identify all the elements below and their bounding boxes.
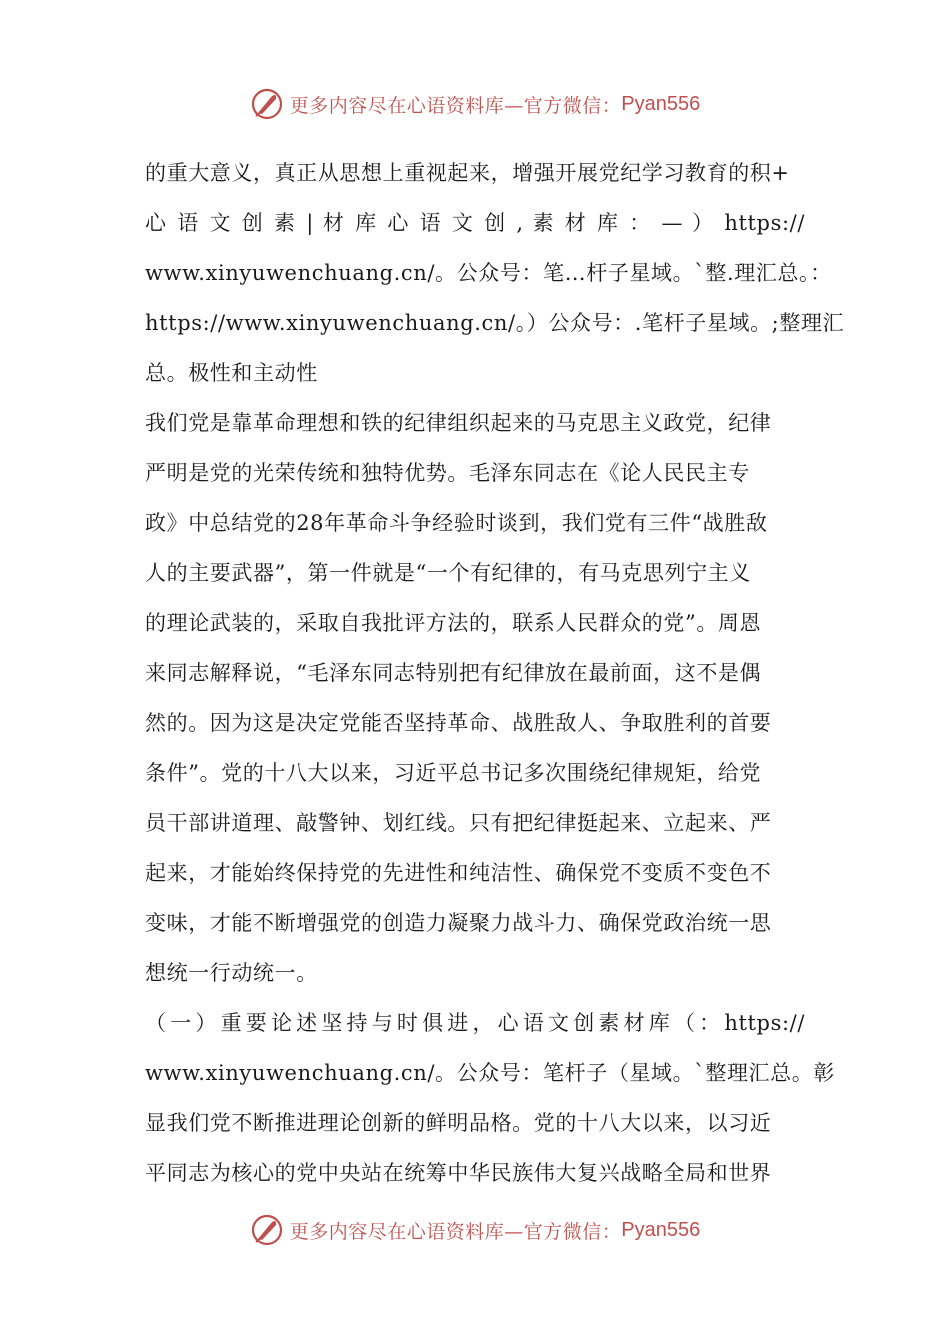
- text-line: 变味，才能不断增强党的创造力凝聚力战斗力、确保党政治统一思: [145, 911, 772, 935]
- text-line: www.xinyuwenchuang.cn/。公众号：笔杆子（星域。`整理汇总。彰: [145, 1061, 835, 1085]
- document-body: [145, 148, 845, 1198]
- text-line: 心 语 文 创 素 | 材 库 心 语 文 创 , 素 材 库 ： — ） https://: [145, 211, 805, 235]
- header-banner-text: 更多内容尽在心语资料库—官方微信：: [289, 94, 622, 117]
- text-line: 员干部讲道理、敲警钟、划红线。只有把纪律挺起来、立起来、严: [145, 811, 772, 835]
- text-line: 总。极性和主动性: [145, 361, 318, 385]
- text-line: www.xinyuwenchuang.cn/。公众号：笔…杆子星域。`整.理汇总。：: [145, 261, 832, 285]
- text-line: 严明是党的光荣传统和独特优势。毛泽东同志在《论人民民主专: [145, 461, 750, 485]
- text-line: 起来，才能始终保持党的先进性和纯洁性、确保党不变质不变色不: [145, 861, 772, 885]
- text-line: （一）重要论述坚持与时俱进，心语文创素材库（：https://: [145, 1011, 805, 1035]
- quill-logo-icon: [250, 1213, 284, 1247]
- text-line: 显我们党不断推进理论创新的鲜明品格。党的十八大以来，以习近: [145, 1111, 772, 1135]
- footer-banner-handle: Pyan556: [621, 1218, 701, 1241]
- text-line: 的重大意义，真正从思想上重视起来，增强开展党纪学习教育的积+: [145, 161, 790, 185]
- text-line: 然的。因为这是决定党能否坚持革命、战胜敌人、争取胜利的首要: [145, 711, 772, 735]
- text-line: 想统一行动统一。: [145, 961, 318, 985]
- text-line: 条件”。党的十八大以来，习近平总书记多次围绕纪律规矩，给党: [145, 761, 762, 785]
- text-line: https://www.xinyuwenchuang.cn/。）公众号：.笔杆子星域。;整理汇: [145, 311, 845, 335]
- text-line: 来同志解释说，“毛泽东同志特别把有纪律放在最前面，这不是偶: [145, 661, 762, 685]
- quill-logo-icon: [250, 87, 284, 121]
- text-line: 我们党是靠革命理想和铁的纪律组织起来的马克思主义政党，纪律: [145, 411, 772, 435]
- text-line: 的理论武装的，采取自我批评方法的，联系人民群众的党”。周恩: [145, 611, 762, 635]
- header-banner-handle: Pyan556: [621, 92, 701, 115]
- footer-banner: [0, 1210, 950, 1250]
- text-line: 人的主要武器”，第一件就是“一个有纪律的，有马克思列宁主义: [145, 561, 751, 585]
- header-banner: [0, 84, 950, 124]
- text-line: 平同志为核心的党中央站在统筹中华民族伟大复兴战略全局和世界: [145, 1161, 772, 1185]
- text-line: 政》中总结党的28年革命斗争经验时谈到，我们党有三件“战胜敌: [145, 511, 768, 535]
- footer-banner-text: 更多内容尽在心语资料库—官方微信：: [289, 1220, 622, 1243]
